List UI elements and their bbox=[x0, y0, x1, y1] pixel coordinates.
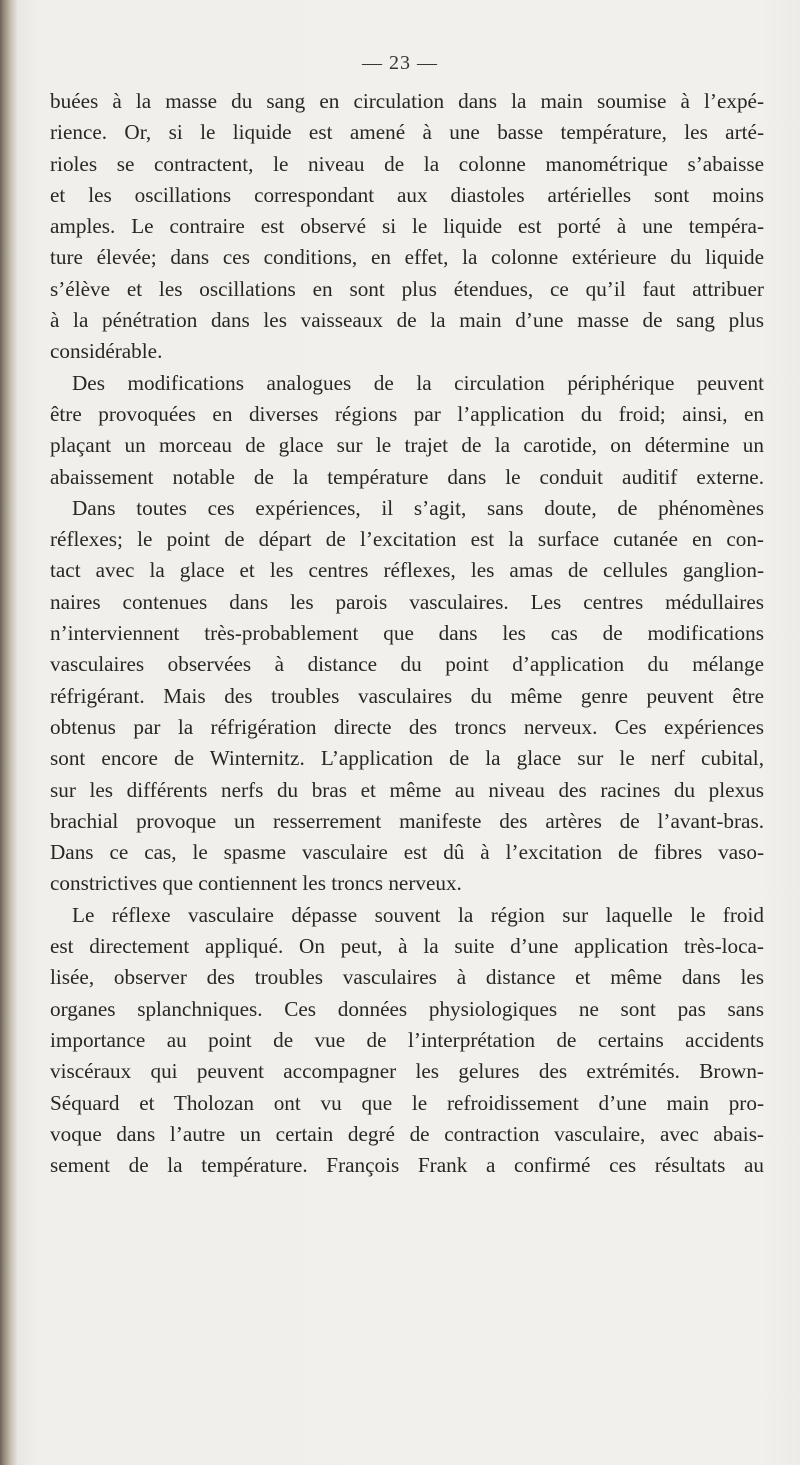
text-line: considérable. bbox=[50, 339, 163, 364]
text-line: naires contenues dans les parois vasculaires. Les centres médullaires bbox=[50, 589, 764, 614]
text-line: est directement appliqué. On peut, à la suite d’une application très-loca- bbox=[50, 934, 764, 959]
text-line: amples. Le contraire est observé si le liquide est porté à une tempéra- bbox=[50, 214, 764, 239]
text-line: brachial provoque un resserrement manifeste des artères de l’avant-bras. bbox=[50, 808, 764, 833]
text-line: abaissement notable de la température dans le conduit auditif externe. bbox=[50, 464, 764, 489]
text-line: réfrigérant. Mais des troubles vasculaires du même genre peuvent être bbox=[50, 683, 764, 708]
text-line: Dans toutes ces expériences, il s’agit, sans doute, de phénomènes bbox=[72, 495, 764, 520]
text-line: vasculaires observées à distance du point d’application du mélange bbox=[50, 652, 764, 677]
body-text bbox=[50, 86, 764, 1181]
text-line: viscéraux qui peuvent accompagner les gelures des extrémités. Brown- bbox=[50, 1059, 764, 1084]
text-line: voque dans l’autre un certain degré de contraction vasculaire, avec abais- bbox=[50, 1121, 764, 1146]
text-line: à la pénétration dans les vaisseaux de la main d’une masse de sang plus bbox=[50, 308, 764, 333]
text-line: tact avec la glace et les centres réflexes, les amas de cellules ganglion- bbox=[50, 558, 764, 583]
text-line: plaçant un morceau de glace sur le trajet de la carotide, on détermine un bbox=[50, 433, 764, 458]
text-line: Le réflexe vasculaire dépasse souvent la région sur laquelle le froid bbox=[72, 902, 764, 927]
text-line: s’élève et les oscillations en sont plus étendues, ce qu’il faut attribuer bbox=[50, 276, 764, 301]
text-line: lisée, observer des troubles vasculaires à distance et même dans les bbox=[50, 965, 764, 990]
text-line: Dans ce cas, le spasme vasculaire est dû à l’excitation de fibres vaso- bbox=[50, 840, 764, 865]
text-line: réflexes; le point de départ de l’excitation est la surface cutanée en con- bbox=[50, 527, 764, 552]
text-line: rience. Or, si le liquide est amené à une basse température, les arté- bbox=[50, 120, 764, 145]
text-line: obtenus par la réfrigération directe des troncs nerveux. Ces expériences bbox=[50, 714, 764, 739]
page-number: — 23 — bbox=[362, 52, 438, 74]
text-line: être provoquées en diverses régions par l’application du froid; ainsi, en bbox=[50, 401, 764, 426]
text-line: organes splanchniques. Ces données physiologiques ne sont pas sans bbox=[50, 996, 764, 1021]
text-line: sur les différents nerfs du bras et même au niveau des racines du plexus bbox=[50, 777, 764, 802]
text-line: sont encore de Winternitz. L’application de la glace sur le nerf cubital, bbox=[50, 746, 764, 771]
text-line: Des modifications analogues de la circulation périphérique peuvent bbox=[72, 370, 764, 395]
page-binding-edge bbox=[0, 0, 18, 1465]
text-line: constrictives que contiennent les troncs nerveux. bbox=[50, 871, 462, 896]
text-line: ture élevée; dans ces conditions, en effet, la colonne extérieure du liquide bbox=[50, 245, 764, 270]
text-line: rioles se contractent, le niveau de la colonne manométrique s’abaisse bbox=[50, 151, 764, 176]
text-line: Séquard et Tholozan ont vu que le refroidissement d’une main pro- bbox=[50, 1090, 764, 1115]
text-line: importance au point de vue de l’interprétation de certains accidents bbox=[50, 1027, 764, 1052]
text-line: sement de la température. François Frank a confirmé ces résultats au bbox=[50, 1153, 764, 1178]
text-line: n’interviennent très-probablement que dans les cas de modifications bbox=[50, 621, 764, 646]
text-line: et les oscillations correspondant aux diastoles artérielles sont moins bbox=[50, 182, 764, 207]
text-line: buées à la masse du sang en circulation dans la main soumise à l’expé- bbox=[50, 89, 764, 113]
